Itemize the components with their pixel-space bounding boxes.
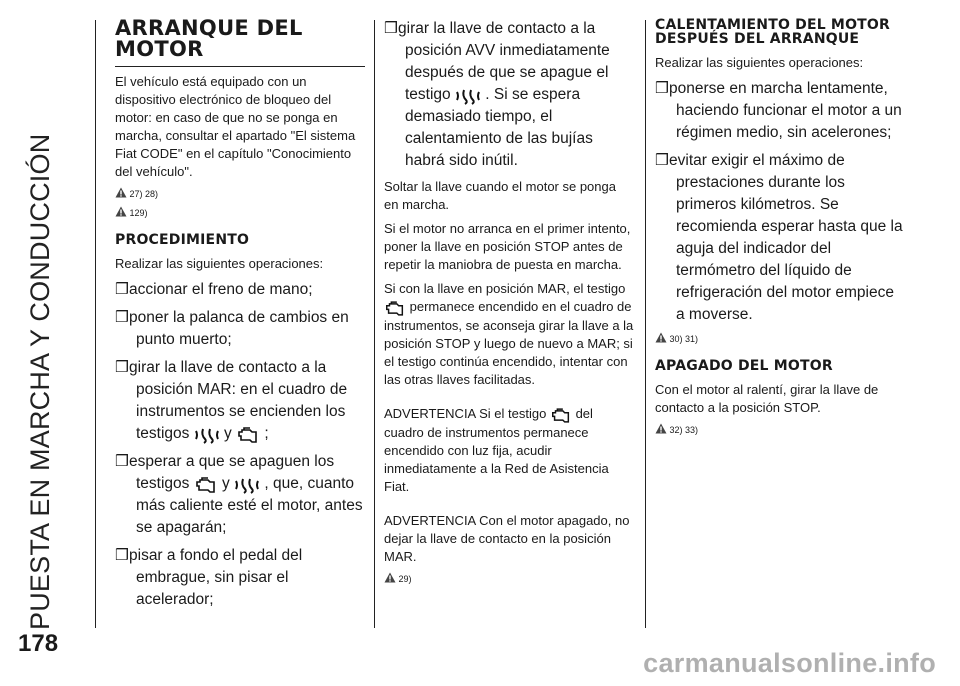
column-divider	[374, 20, 375, 628]
footnote-ref: 29)	[384, 572, 634, 587]
warning-triangle-icon	[115, 206, 127, 217]
footnote-ref: 32) 33)	[655, 423, 905, 438]
footnote-ref: 30) 31)	[655, 332, 905, 347]
warning-triangle-icon	[115, 187, 127, 198]
engine-fault-icon	[236, 426, 260, 444]
heading-apagado: APAGADO DEL MOTOR	[655, 358, 833, 374]
instruction-intro: Realizar las siguientes operaciones:	[115, 256, 324, 271]
list-item: ❒esperar a que se apaguen los testigos y , que, cuanto más caliente esté el motor, antes se apagarán;	[115, 453, 363, 536]
paragraph: Si el motor no arranca en el primer intento, poner la llave en posición STOP antes de repetir la maniobra de puesta en marcha.	[384, 221, 631, 272]
paragraph: Si con la llave en posición MAR, el testigo permanece encendido en el cuadro de instrumentos, se aconseja girar la llave a la posición STOP y luego de nuevo a MAR; si el testigo continúa encendido, intentar con las otras llaves facilitadas.	[384, 281, 634, 387]
heading-procedimiento: PROCEDIMIENTO	[115, 232, 250, 248]
list-item: ❒evitar exigir el máximo de prestaciones durante los primeros kilómetros. Se recomienda esperar hasta que la aguja del indicador del termómetro del líquido de refrigeración del motor empiece a moverse.	[655, 152, 903, 323]
column-3	[655, 18, 905, 442]
list-item: ❒accionar el freno de mano;	[115, 281, 313, 298]
warning-paragraph: ADVERTENCIA Si el testigo del cuadro de instrumentos permanece encendido con luz fija, acudir inmediatamente a la Red de Asistencia Fiat.	[384, 406, 609, 494]
glow-plug-icon	[455, 89, 481, 105]
warning-paragraph: ADVERTENCIA Con el motor apagado, no dejar la llave de contacto en la posición MAR.	[384, 513, 630, 564]
list-item: ❒pisar a fondo el pedal del embrague, sin pisar el acelerador;	[115, 547, 303, 608]
heading-calentamiento: CALENTAMIENTO DEL MOTOR DESPUÉS DEL ARRANQUE	[655, 17, 890, 47]
list-item: ❒ponerse en marcha lentamente, haciendo funcionar el motor a un régimen medio, sin acelerones;	[655, 80, 902, 141]
paragraph: Con el motor al ralentí, girar la llave de contacto a la posición STOP.	[655, 382, 879, 415]
warning-triangle-icon	[384, 572, 396, 583]
engine-fault-icon	[194, 476, 218, 494]
watermark: carmanualsonline.info	[643, 648, 936, 678]
list-item: ❒girar la llave de contacto a la posición MAR: en el cuadro de instrumentos se encienden los testigos y ;	[115, 359, 348, 442]
warning-triangle-icon	[655, 332, 667, 343]
section-side-title	[20, 30, 70, 630]
glow-plug-icon	[234, 478, 260, 494]
column-1	[115, 18, 365, 617]
column-divider	[95, 20, 96, 628]
column-2	[384, 18, 634, 591]
list-item: ❒poner la palanca de cambios en punto muerto;	[115, 309, 349, 348]
side-title-text: PUESTA EN MARCHA Y CONDUCCIÓN	[25, 133, 55, 630]
list-item: ❒girar la llave de contacto a la posición AVV inmediatamente después de que se apague el testigo . Si se espera demasiado tiempo, el calentamiento de las bujías habrá sido inútil.	[384, 20, 610, 169]
engine-fault-icon	[384, 300, 406, 317]
warning-triangle-icon	[655, 423, 667, 434]
glow-plug-icon	[194, 428, 220, 444]
engine-fault-icon	[550, 407, 572, 424]
footnote-ref: 27) 28)	[115, 187, 365, 202]
heading-arranque: ARRANQUE DEL MOTOR	[115, 18, 365, 67]
footnote-ref: 129)	[115, 206, 365, 221]
intro-paragraph: El vehículo está equipado con un dispositivo electrónico de bloqueo del motor: en caso de que no se ponga en marcha, consultar el apartado "El sistema Fiat CODE" en el capítulo "Conocimiento del vehículo".	[115, 74, 356, 179]
column-divider	[645, 20, 646, 628]
paragraph: Soltar la llave cuando el motor se ponga en marcha.	[384, 179, 616, 212]
instruction-intro: Realizar las siguientes operaciones:	[655, 55, 864, 70]
page-number: 178	[18, 630, 59, 657]
